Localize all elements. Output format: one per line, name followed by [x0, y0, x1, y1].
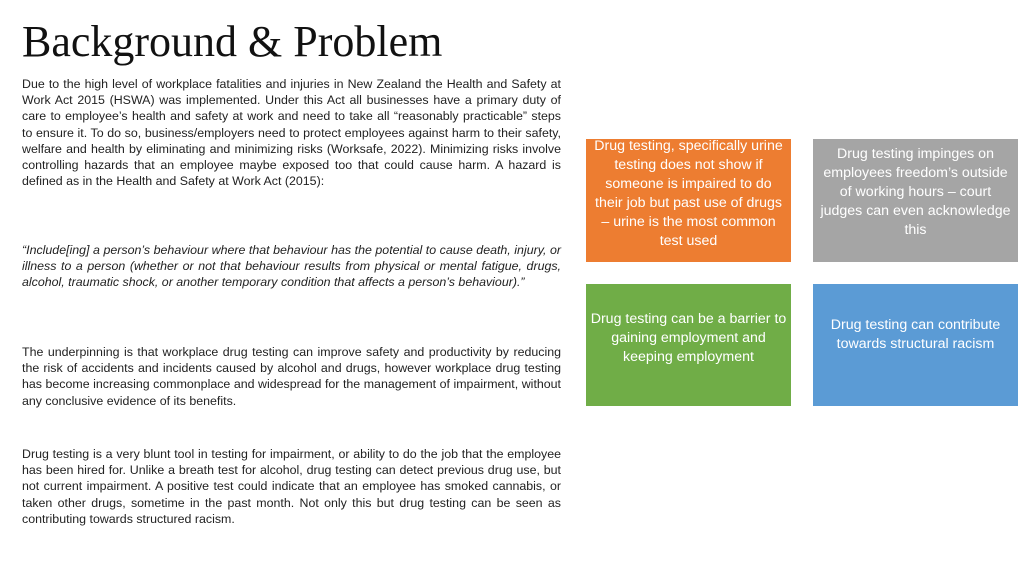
hazard-definition-quote: “Include[ing] a person’s behaviour where that behaviour has the potential to cause death, injury, or illness to a person (whether or not that behaviour results from physical or mental fatigue, drugs, alcohol, traumatic shock, or another temporary condition that affects a person’s behaviour).” — [22, 243, 561, 290]
employment-barrier-box — [586, 284, 791, 406]
structural-racism-box-text: Drug testing can contribute towards structural racism — [830, 317, 1001, 352]
freedom-impingement-box-text: Drug testing impinges on employees freedom’s outside of working hours – court judges can even acknowledge this — [820, 146, 1011, 238]
underpinning-paragraph: The underpinning is that workplace drug testing can improve safety and productivity by reducing the risk of accidents and incidents caused by alcohol and drugs, however workplace drug testing has become increasing commonplace and widespread for the management of impairment, without any conclusive evidence of its benefits. — [22, 345, 561, 408]
blunt-tool-paragraph: Drug testing is a very blunt tool in testing for impairment, or ability to do the job that the employee has been hired for. Unlike a breath test for alcohol, drug testing can detect previous drug use, but not current impairment. A positive test could indicate that an employee has smoked cannabis, or taken other drugs, sometime in the past month. Not only this but drug testing can be seen as contributing towards structured racism. — [22, 447, 561, 526]
page-title: Background & Problem — [22, 17, 443, 66]
urine-testing-box — [586, 139, 791, 262]
urine-testing-box-text: Drug testing, specifically urine testing does not show if someone is impaired to do their job but past use of drugs – urine is the most common test used — [594, 137, 783, 249]
employment-barrier-box-text: Drug testing can be a barrier to gaining employment and keeping employment — [590, 310, 787, 365]
structural-racism-box — [813, 284, 1018, 406]
freedom-impingement-box — [813, 139, 1018, 262]
intro-paragraph: Due to the high level of workplace fatalities and injuries in New Zealand the Health and Safety at Work Act 2015 (HSWA) was implemented. Under this Act all businesses have a primary duty of care to employee’s health and safety at work and need to take all “reasonably practicable” steps to ensure it. To do so, business/employers need to protect employees against harm to their safety, welfare and health by eliminating and minimizing risks (Worksafe, 2022). Minimizing risks involve controlling hazards that an employee maybe exposed too that could cause harm. A hazard is defined as in the Health and Safety at Work Act (2015): — [22, 77, 561, 189]
